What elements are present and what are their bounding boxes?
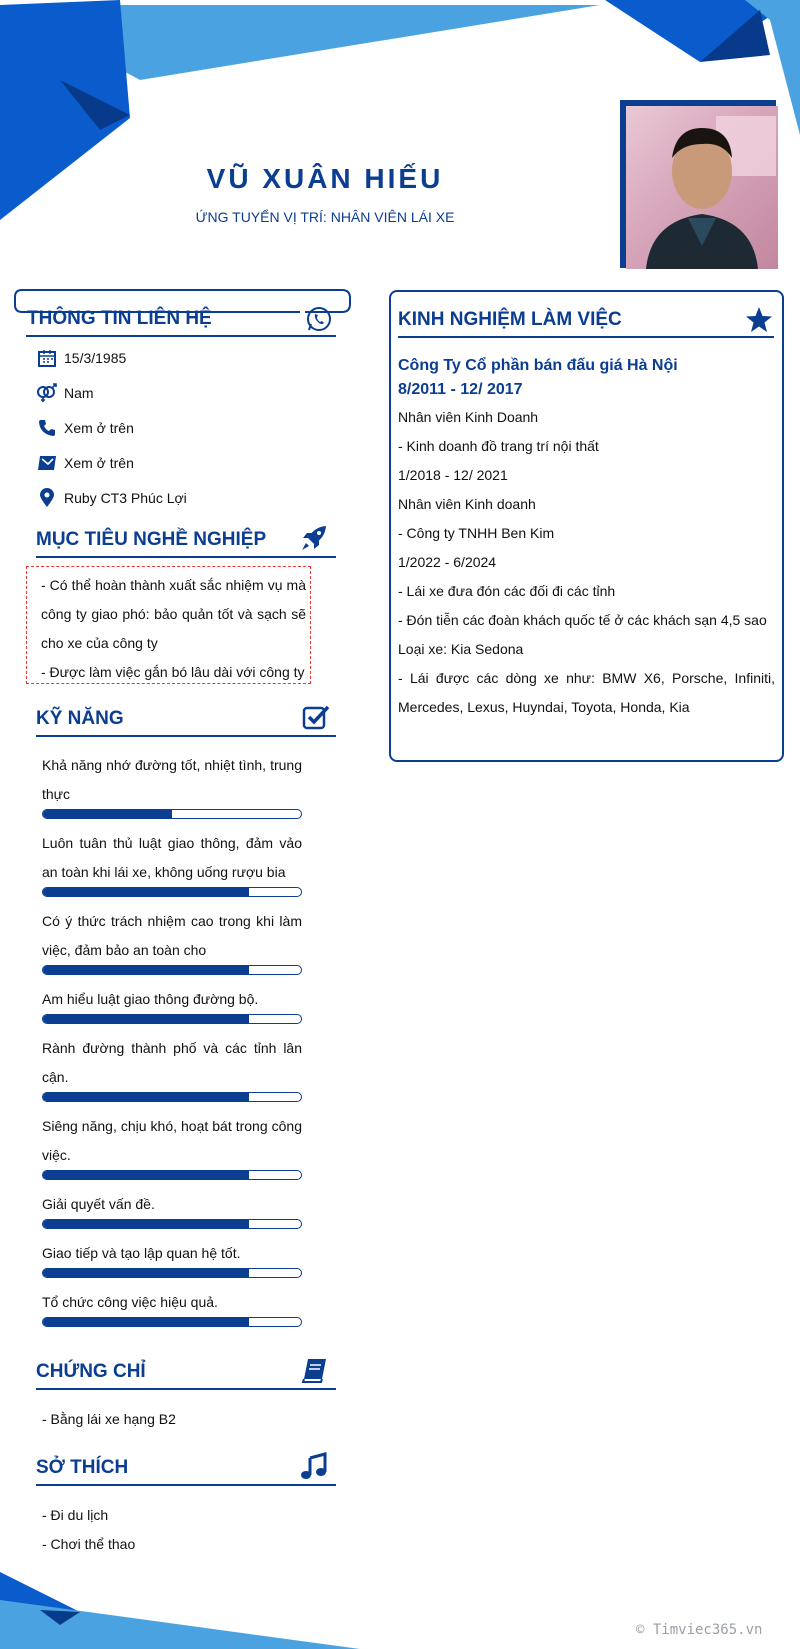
location-icon — [36, 487, 58, 509]
watermark: © Timviec365.vn — [636, 1622, 763, 1638]
skills-title-rule — [36, 735, 336, 737]
skill-bar — [42, 1014, 302, 1024]
experience-line: Loại xe: Kia Sedona — [398, 641, 524, 657]
skill-bar-fill — [43, 1220, 249, 1228]
skill-bar — [42, 965, 302, 975]
skill-bar-fill — [43, 1015, 249, 1023]
certificates-title: CHỨNG CHỈ — [36, 1361, 146, 1382]
contact-phone — [36, 417, 134, 439]
experience-title: KINH NGHIỆM LÀM VIỆC — [398, 309, 622, 330]
phone-icon — [36, 417, 58, 439]
contact-text: Xem ở trên — [64, 455, 134, 471]
skill-bar — [42, 1317, 302, 1327]
contact-text: Nam — [64, 385, 94, 401]
experience-period: 8/2011 - 12/ 2017 — [398, 381, 523, 398]
contact-title: THÔNG TIN LIÊN HỆ — [27, 308, 212, 329]
contact-birthdate — [36, 347, 126, 369]
objective-line: - Có thể hoàn thành xuất sắc nhiệm vụ mà công ty giao phó: bảo quản tốt và sạch sẽ cho xe của công ty — [41, 577, 306, 651]
skill-bar-fill — [43, 888, 249, 896]
experience-line: - Kinh doanh đồ trang trí nội thất — [398, 438, 599, 454]
experience-line: 1/2018 - 12/ 2021 — [398, 467, 508, 483]
skill-label: Khả năng nhớ đường tốt, nhiệt tình, trung thực — [42, 757, 302, 802]
skill-bar — [42, 887, 302, 897]
experience-line: - Lái được các dòng xe như: BMW X6, Porsche, Infiniti, Mercedes, Lexus, Huyndai, Toyota, Honda, Kia — [398, 670, 775, 715]
music-icon — [300, 1452, 328, 1480]
experience-line: - Lái xe đưa đón các đối đi các tỉnh — [398, 583, 616, 599]
rocket-icon — [300, 524, 328, 552]
skill-label: Tổ chức công việc hiệu quả. — [42, 1294, 218, 1310]
contact-email — [36, 452, 134, 474]
applied-position: ỨNG TUYỂN VỊ TRÍ: NHÂN VIÊN LÁI XE — [195, 209, 455, 225]
contact-gender — [36, 382, 94, 404]
gender-icon — [36, 382, 58, 404]
candidate-name: VŨ XUÂN HIẾU — [206, 163, 444, 194]
whatsapp-icon — [305, 305, 333, 333]
skill-label: Rành đường thành phố và các tỉnh lân cận. — [42, 1040, 302, 1085]
certificate-item: - Bằng lái xe hạng B2 — [42, 1411, 176, 1427]
book-icon — [300, 1356, 328, 1384]
skill-label: Có ý thức trách nhiệm cao trong khi làm việc, đảm bảo an toàn cho — [42, 913, 302, 958]
hobby-item: - Chơi thể thao — [42, 1536, 136, 1552]
skill-label: Siêng năng, chịu khó, hoạt bát trong công việc. — [42, 1118, 302, 1163]
checkbox-icon — [302, 703, 330, 731]
star-icon — [745, 306, 773, 334]
certificates-title-rule — [36, 1388, 336, 1390]
skill-bar — [42, 1170, 302, 1180]
contact-title-rule — [26, 335, 336, 337]
skill-bar-fill — [43, 1269, 249, 1277]
hobbies-title-rule — [36, 1484, 336, 1486]
experience-line: Nhân viên Kinh doanh — [398, 496, 536, 512]
experience-details — [398, 403, 775, 722]
experience-line: 1/2022 - 6/2024 — [398, 554, 497, 570]
experience-company: Công Ty Cổ phần bán đấu giá Hà Nội — [398, 357, 678, 374]
experience-line: - Công ty TNHH Ben Kim — [398, 525, 555, 541]
skill-label: Giải quyết vấn đề. — [42, 1196, 155, 1212]
experience-title-rule — [398, 336, 774, 338]
skill-bar-fill — [43, 966, 249, 974]
skill-bar — [42, 1219, 302, 1229]
calendar-icon — [36, 347, 58, 369]
contact-address — [36, 487, 187, 509]
experience-line: - Đón tiễn các đoàn khách quốc tế ở các khách sạn 4,5 sao — [398, 612, 767, 628]
skill-label: Giao tiếp và tạo lập quan hệ tốt. — [42, 1245, 241, 1261]
skill-label: Am hiểu luật giao thông đường bộ. — [42, 991, 259, 1007]
email-icon — [36, 452, 58, 474]
hobbies-title: SỞ THÍCH — [36, 1457, 129, 1478]
skill-bar-fill — [43, 1093, 249, 1101]
contact-text: Ruby CT3 Phúc Lợi — [64, 490, 187, 506]
skills-title: KỸ NĂNG — [36, 708, 124, 729]
avatar — [626, 106, 778, 269]
skill-bar — [42, 1092, 302, 1102]
contact-text: 15/3/1985 — [64, 350, 127, 366]
skill-bar — [42, 1268, 302, 1278]
objective-box — [26, 566, 311, 684]
skill-label: Luôn tuân thủ luật giao thông, đảm vảo an toàn khi lái xe, không uống rượu bia — [42, 835, 302, 880]
skill-bar-fill — [43, 1318, 249, 1326]
objective-line: - Được làm việc gắn bó lâu dài với công ty — [41, 664, 305, 680]
skill-bar-fill — [43, 1171, 249, 1179]
contact-title-frame — [0, 0, 360, 320]
skill-bar-fill — [43, 810, 172, 818]
experience-line: Nhân viên Kinh Doanh — [398, 409, 539, 425]
hobby-item: - Đi du lịch — [42, 1507, 109, 1523]
contact-text: Xem ở trên — [64, 420, 134, 436]
skill-bar — [42, 809, 302, 819]
objective-title: MỤC TIÊU NGHỀ NGHIỆP — [36, 529, 267, 550]
objective-title-rule — [36, 556, 336, 558]
